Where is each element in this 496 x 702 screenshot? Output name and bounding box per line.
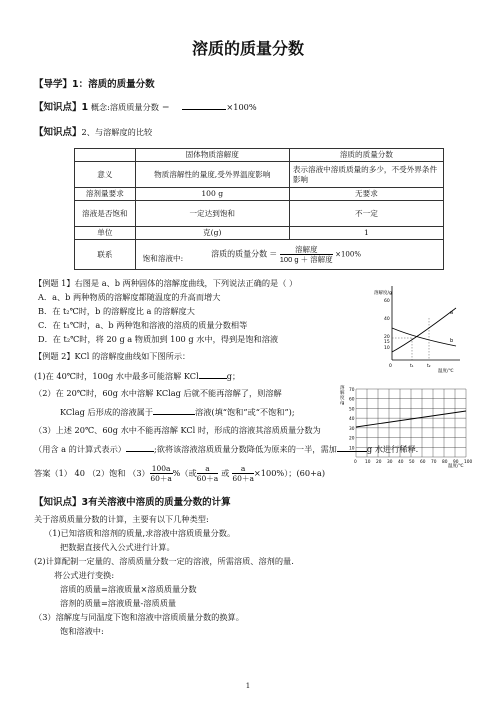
kp1-line — [34, 101, 257, 113]
table-row — [75, 162, 444, 188]
ex1-stem: 【例题 1】右图是 a、b 两种固体的溶解度曲线，下列说法正确的是（ ） — [34, 278, 298, 288]
ex1-option-a: A．a、b 两种物质的溶解度都随温度的升高而增大 — [38, 292, 221, 302]
table-header-cell — [75, 149, 136, 162]
kp2-text: 2、与溶解度的比较 — [81, 127, 153, 137]
kcl-ytick-label: 10 — [349, 446, 355, 452]
answer-mid: %（或 — [172, 467, 197, 478]
table-cell: 溶剂量要求 — [75, 188, 136, 201]
kp3-text: 有关溶液中溶质的质量分数的计算 — [88, 497, 231, 508]
table-cell: 溶液是否饱和 — [75, 201, 136, 227]
guide-heading: 【导学】1：溶质的质量分数 — [34, 79, 155, 90]
formula-lhs: 溶质的质量分数 ＝ — [211, 249, 278, 259]
kp3-line: （3）溶解度与同温度下饱和溶液中溶质质量分数的换算。 — [34, 612, 244, 622]
kp3-line: （1)已知溶质和溶剂的质量,求溶液中溶质质量分数。 — [44, 528, 236, 538]
kp1-label: 【知识点】1 — [34, 102, 89, 113]
kcl-xtick-label: 50 — [409, 460, 415, 465]
kp3-line: (2)计算配制一定量的、溶质质量分数一定的溶液，所需溶质、溶剂的量. — [34, 556, 294, 566]
ex1-graph-ytick: 15 — [384, 340, 390, 345]
kp3-label: 【知识点】3 — [34, 497, 89, 508]
kp2-line — [34, 127, 152, 138]
kcl-solubility-graph — [338, 383, 478, 469]
ex2-q3d-text: g 水进行稀释. — [366, 444, 419, 454]
kcl-xtick-label: 100 — [464, 460, 473, 465]
kcl-xtick-label: 20 — [376, 460, 382, 465]
ex1-graph-xtick: t₁ — [410, 364, 414, 369]
kp3-heading — [34, 494, 231, 508]
answer-fraction-3 — [232, 464, 254, 483]
kcl-xtick-label: 10 — [365, 460, 371, 465]
kcl-graph-yticks — [349, 387, 355, 451]
ex2-q3b-text: （用含 a 的计算式表示） — [34, 444, 126, 454]
ex1-graph-ytick: 20 — [384, 335, 390, 340]
ex2-q1-text: (1)在 40℃时，100g 水中最多可能溶解 KCl — [34, 371, 199, 381]
table-cell: 1 — [289, 227, 443, 240]
ex1-curve-a — [392, 308, 456, 352]
formula-fraction — [280, 245, 333, 264]
ex2-q2b — [60, 406, 295, 418]
ex2-q1 — [34, 370, 240, 382]
kcl-xtick-label: 80 — [442, 460, 448, 465]
kp3-line: 关于溶质质量分数的计算，主要有以下几种类型: — [34, 514, 209, 524]
kp3-line: 溶质的质量=溶液质量×溶质质量分数 — [60, 584, 197, 594]
table-cell: 100 g — [135, 188, 289, 201]
table-cell: 一定达到饱和 — [135, 201, 289, 227]
answer-f1-num: 100a — [151, 463, 171, 473]
answer-f3-den: 60＋a — [232, 473, 254, 483]
ex2-q3c-text: ;欲将该溶液溶质质量分数降低为原来的一半，需加 — [153, 444, 337, 454]
ex1-graph-xlabel: 温度/℃ — [438, 369, 454, 374]
formula-denominator: 100 g ＋ 溶解度 — [279, 255, 333, 264]
answer-fraction-2 — [197, 464, 219, 483]
kcl-xtick-label: 90 — [453, 460, 459, 465]
kp3-line: 将公式进行变换: — [54, 570, 115, 580]
ex2-q3a: （3）上述 20℃、60g 水中不能再溶解 KCl 时，形成的溶液其溶质质量分数为 — [34, 425, 321, 435]
kcl-ytick-label: 40 — [349, 417, 355, 423]
kcl-graph-xlabel: 温度/℃ — [448, 464, 464, 469]
answer-f2-den: 60＋a — [196, 473, 219, 483]
ex1-option-d: D．在 t₂℃时，将 20 g a 物质加到 100 g 水中，得到是饱和溶液 — [38, 334, 279, 344]
kcl-xtick-label: 70 — [431, 460, 437, 465]
kcl-graph-ylabel: 溶解度/g — [340, 386, 345, 406]
kcl-xtick-label: 40 — [398, 460, 404, 465]
ex2-q2a: （2）在 20℃时，60g 水中溶解 KClag 后就不能再溶解了，则溶解 — [34, 388, 282, 398]
table-header-row — [75, 149, 444, 162]
kcl-ytick-label: 70 — [349, 388, 355, 393]
table-cell: 物质溶解性的量度,受外界温度影响 — [135, 162, 289, 188]
ex2-q1-blank — [199, 370, 227, 379]
table-cell: 单位 — [75, 227, 136, 240]
kp2-label: 【知识点】 — [34, 127, 82, 138]
ex1-curve-b — [392, 328, 456, 346]
table-cell: 无要求 — [289, 188, 443, 201]
kcl-ytick-label: 20 — [349, 436, 355, 442]
table-cell: 意义 — [75, 162, 136, 188]
answer-or: 或 — [221, 467, 230, 478]
kp1-text: 概念:溶质质量分数 ＝ — [90, 102, 170, 112]
ex1-solubility-graph — [372, 280, 468, 374]
table-row — [75, 240, 444, 270]
ex2-q3-blank1 — [126, 443, 154, 452]
answer-fraction-1 — [150, 464, 173, 483]
comparison-table — [74, 148, 444, 270]
formula-suffix: ×100% — [335, 250, 361, 259]
table-cell: 联系 — [75, 240, 136, 270]
ex2-q1-unit: g； — [226, 371, 241, 381]
answer-end: ×100%）；(60+a) — [253, 467, 326, 478]
kcl-xtick-label: 0 — [354, 460, 357, 465]
ex1-graph-ytick: 40 — [384, 317, 390, 322]
kp3-line: 把数据直接代入公式进行计算。 — [60, 542, 175, 552]
ex1-graph-xtick: t₂ — [427, 364, 431, 369]
ex1-curve-a-label: a — [450, 310, 454, 316]
kp3-line: 溶剂的质量=溶液质量-溶质质量 — [60, 598, 177, 608]
kcl-ytick-label: 50 — [349, 407, 355, 413]
ex2-q2b-text: KClag 后形成的溶液属于 — [60, 407, 154, 417]
kcl-xtick-label: 60 — [420, 460, 426, 465]
ex2-q2c-text: 溶液(填“饱和”或“不饱和”); — [195, 407, 295, 417]
ex1-graph-ylabel: 溶解度/g — [374, 291, 392, 296]
ex1-graph-ytick: 10 — [384, 346, 390, 351]
answer-f3-num: a — [232, 464, 254, 474]
answer-f1-den: 60＋a — [150, 473, 172, 483]
page-title: 溶质的质量分数 — [191, 39, 304, 58]
table-row — [75, 188, 444, 201]
ex2-q2-blank — [153, 406, 195, 415]
answer-f2-num: a — [197, 464, 219, 474]
kp1-suffix: ×100% — [226, 102, 257, 112]
table-header-cell: 溶质的质量分数 — [289, 149, 443, 162]
formula-numerator: 溶解度 — [280, 245, 333, 255]
page-number: 1 — [245, 682, 251, 690]
ex1-option-c: C．在 t₁℃时，a、b 两种饱和溶液的溶质的质量分数相等 — [38, 320, 248, 330]
table-cell: 表示溶液中溶质质量的多少，不受外界条件影响 — [289, 162, 443, 188]
answer-prefix: 答案（1） 40 （2）饱和 （3） — [34, 467, 150, 478]
table-cell: 不一定 — [289, 201, 443, 227]
kp1-blank — [182, 101, 226, 110]
link-cell — [135, 240, 443, 270]
kcl-graph-grid — [356, 389, 466, 457]
table-row — [75, 227, 444, 240]
kcl-ytick-label: 60 — [349, 397, 355, 403]
kcl-ytick-label: 30 — [349, 426, 355, 432]
kcl-xtick-label: 30 — [387, 460, 393, 465]
table-row — [75, 201, 444, 227]
table-cell: 克(g) — [135, 227, 289, 240]
ex1-graph-ytick: 60 — [384, 299, 390, 304]
ex2-stem: 【例题 2】KCl 的溶解度曲线如下图所示： — [34, 351, 191, 361]
kp3-line: 饱和溶液中: — [60, 626, 104, 636]
table-header-cell: 固体物质溶解度 — [135, 149, 289, 162]
ex1-curve-b-label: b — [450, 338, 454, 344]
ex1-graph-xtick: 0 — [389, 364, 392, 369]
ex2-answer — [34, 460, 325, 486]
ex1-option-b: B．在 t₂℃时，b 的溶解度比 a 的溶解度大 — [38, 306, 195, 316]
link-text: 饱和溶液中: — [142, 254, 184, 263]
